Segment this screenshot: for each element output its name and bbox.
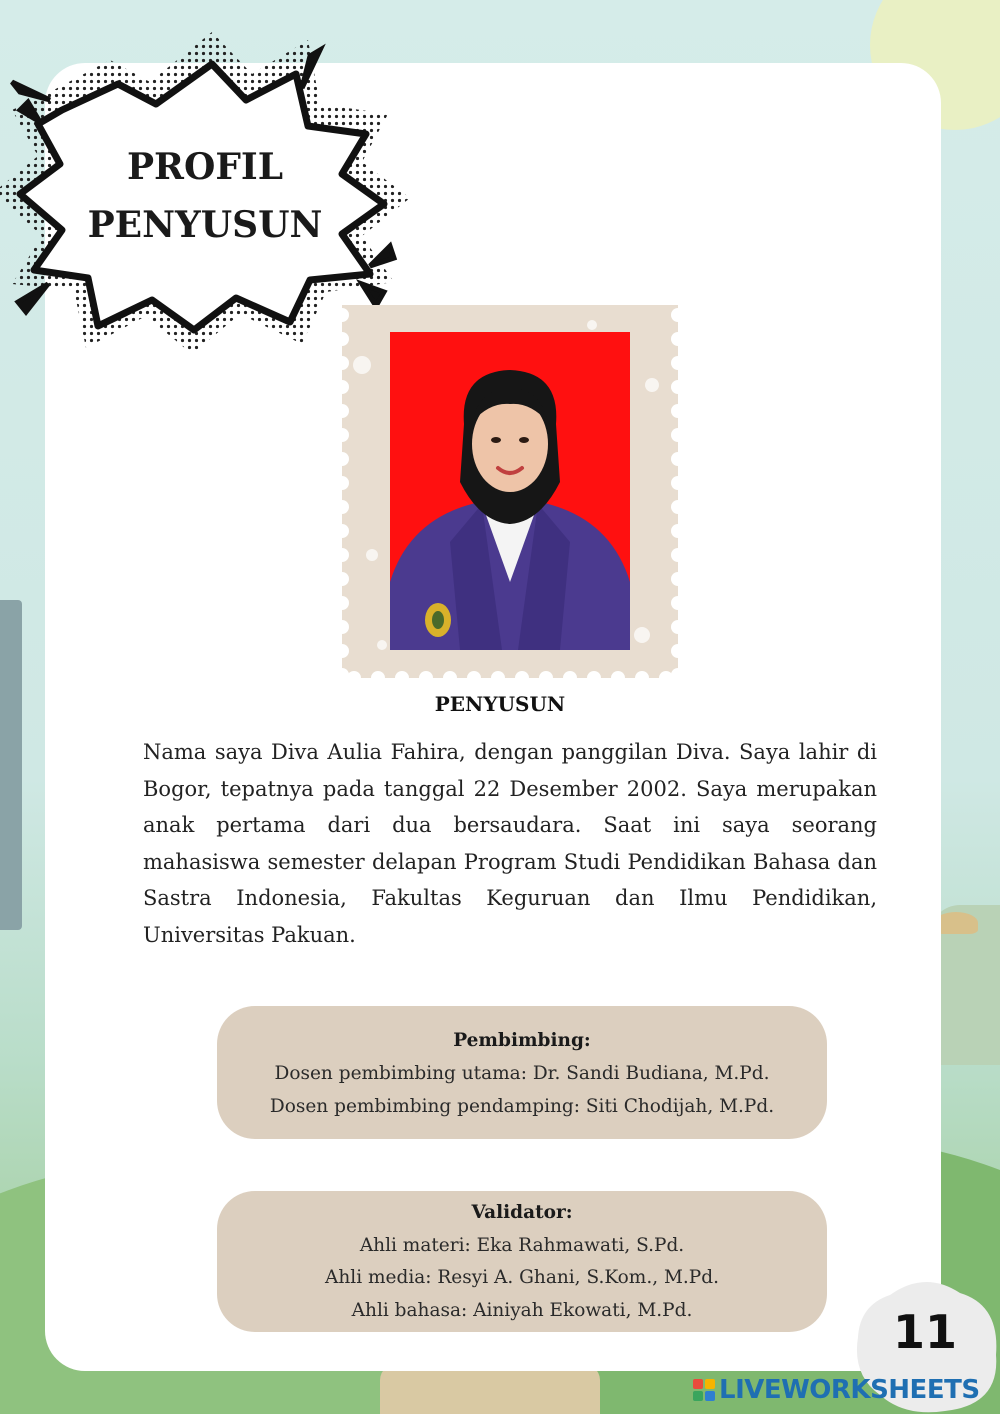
validator-line: Ahli media: Resyi A. Ghani, S.Kom., M.Pd. xyxy=(325,1267,719,1288)
badge-title xyxy=(70,138,340,254)
profile-bio: Nama saya Diva Aulia Fahira, dengan panggilan Diva. Saya lahir di Bogor, tepatnya pada tanggal 22 Desember 2002. Saya merupakan anak pertama dari dua bersaudara. Saat ini saya seorang mahasiswa semester delapan Program Studi Pendidikan Bahasa dan Sastra Indonesia, Fakultas Keguruan dan Ilmu Pendidikan, Universitas Pakuan. xyxy=(143,740,877,947)
portrait-photo xyxy=(390,332,630,650)
portrait-figure xyxy=(390,332,630,650)
profile-heading: PENYUSUN xyxy=(434,692,566,716)
pembimbing-line: Dosen pembimbing utama: Dr. Sandi Budiana, M.Pd. xyxy=(274,1063,770,1084)
background-tower xyxy=(0,600,22,930)
watermark-text: LIVEWORKSHEETS xyxy=(719,1375,980,1405)
validator-line: Ahli materi: Eka Rahmawati, S.Pd. xyxy=(359,1234,685,1256)
validator-box xyxy=(217,1191,827,1332)
badge-title-line1: PROFIL xyxy=(126,146,284,188)
page-number: 11 xyxy=(892,1305,957,1359)
liveworksheets-watermark xyxy=(693,1374,980,1406)
pembimbing-heading: Pembimbing: xyxy=(453,1030,591,1051)
validator-line: Ahli bahasa: Ainiyah Ekowati, M.Pd. xyxy=(351,1299,693,1321)
badge-title-line2: PENYUSUN xyxy=(87,204,323,246)
pembimbing-line: Dosen pembimbing pendamping: Siti Chodijah, M.Pd. xyxy=(269,1096,775,1117)
validator-heading: Validator: xyxy=(471,1202,573,1223)
liveworksheets-logo-icon xyxy=(693,1379,715,1401)
pembimbing-box xyxy=(217,1006,827,1139)
